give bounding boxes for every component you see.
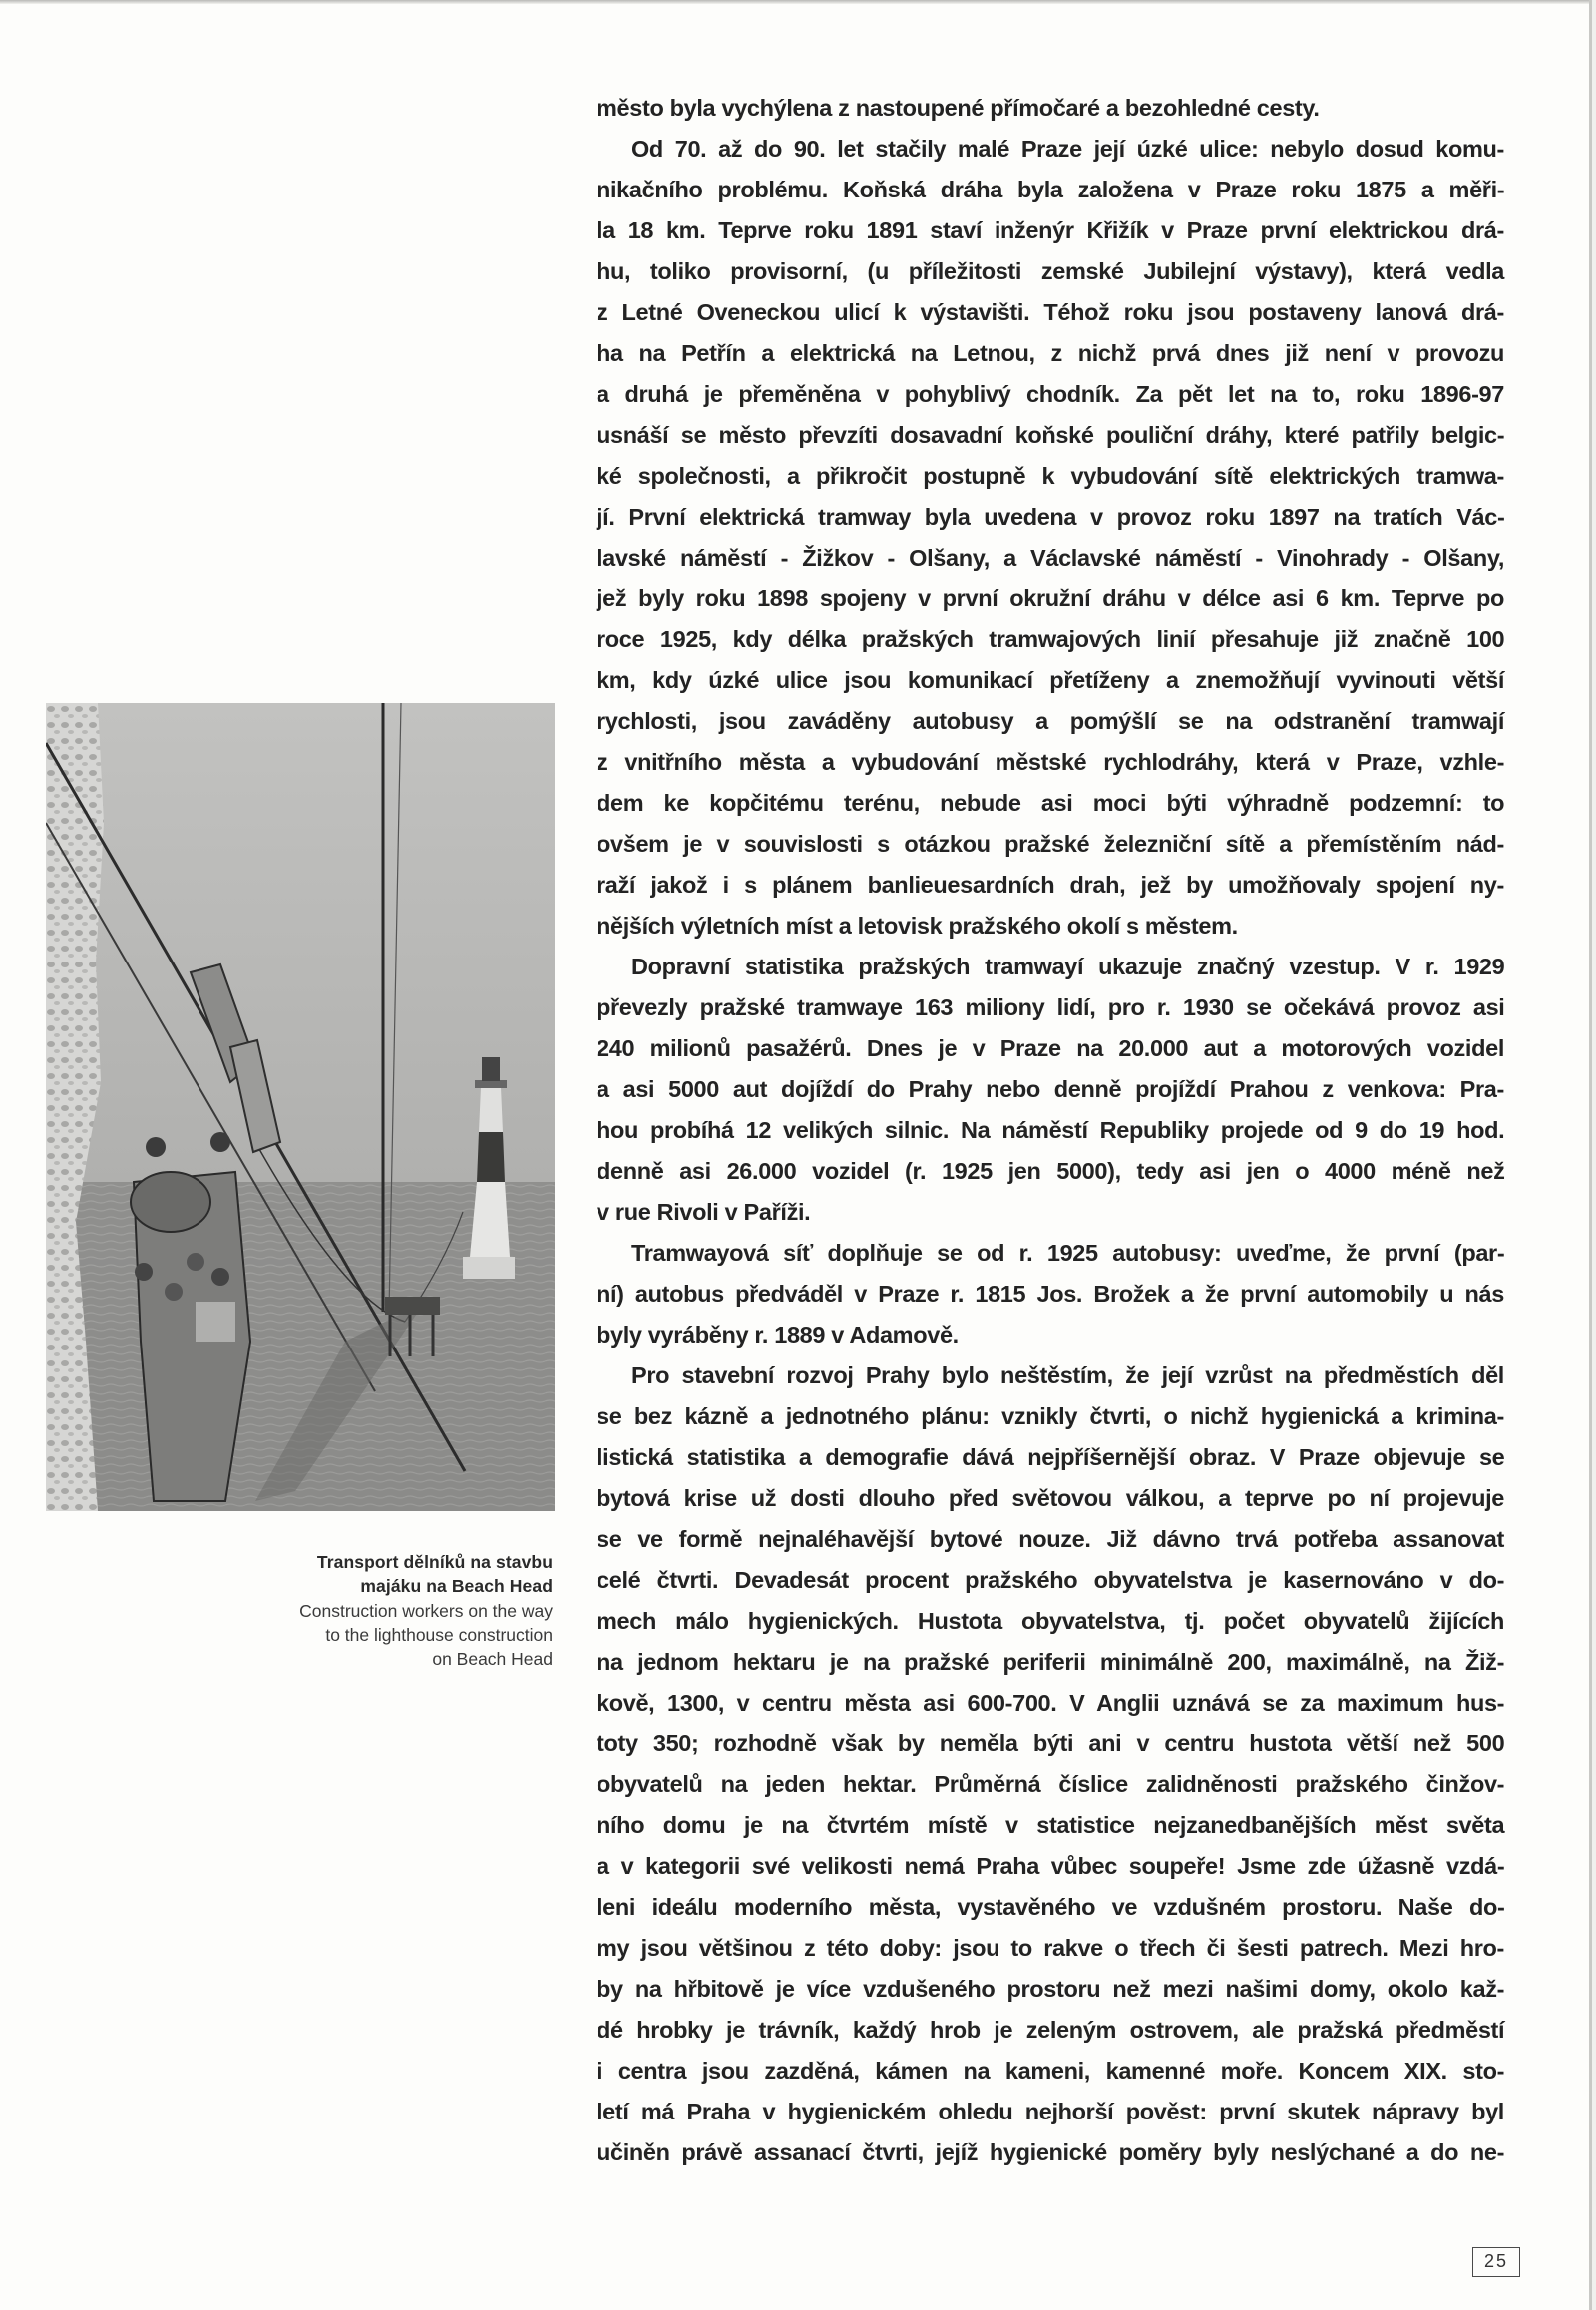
text-line: denně asi 26.000 vozidel (r. 1925 jen 5000), tedy asi jen o 4000 méně než [597,1158,1505,1184]
text-line: nikačního problému. Koňská dráha byla založena v Praze roku 1875 a měři- [597,177,1505,202]
text-line: obyvatelů na jeden hektar. Průměrná číslice zalidněnosti pražského činžov- [597,1771,1505,1797]
text-line: dé hrobky je trávník, každý hrob je zeleným ostrovem, ale pražská předměstí [597,2017,1505,2043]
text-line: listická statistika a demografie dává nejpříšernější obraz. V Praze objevuje se [597,1444,1505,1470]
page-number: 25 [1472,2247,1520,2277]
text-line: Dopravní statistika pražských tramwayí ukazuje značný vzestup. V r. 1929 [631,954,1505,979]
text-line: my jsou většinou z této doby: jsou to rakve o třech či šesti patrech. Mezi hro- [597,1935,1504,1961]
body-text-column [597,88,1504,2173]
text-line: se ve formě nejnaléhavější bytové nouze. Již dávno trvá potřeba assanovat [597,1526,1504,1552]
text-line: roce 1925, kdy délka pražských tramwajových linií přesahuje již značně 100 [597,626,1505,652]
photo-caption [229,1550,553,1671]
text-line: jí. První elektrická tramway byla uvedena v provoz roku 1897 na tratích Vác- [597,504,1505,530]
text-line: bytová krise už dosti dlouho před světovou válkou, a teprve po ní projevuje [597,1485,1505,1511]
text-line: hu, toliko provisorní, (u příležitosti zemské Jubilejní výstavy), která vedla [597,258,1504,284]
text-line: letí má Praha v hygienickém ohledu nejhorší pověst: první skutek nápravy byl [597,2099,1504,2124]
text-line: a v kategorii své velikosti nemá Praha vůbec soupeře! Jsme zde úžasně vzdá- [597,1853,1505,1879]
text-line: hou probíhá 12 velikých silnic. Na náměstí Republiky projede od 9 do 19 hod. [597,1117,1505,1143]
text-line: se bez kázně a jednotného plánu: vznikly čtvrti, o nichž hygienická a krimina- [597,1403,1504,1429]
photo-illustration-icon [46,703,555,1511]
text-line: a druhá je přeměněna v pohyblivý chodník. Za pět let na to, roku 1896-97 [597,381,1504,407]
text-line: ha na Petřín a elektrická na Letnou, z nichž prvá dnes již není v provozu [597,340,1504,366]
text-line: la 18 km. Teprve roku 1891 staví inženýr Křižík v Praze první elektrickou drá- [597,217,1504,243]
text-line: usnáší se město převzíti dosavadní koňské pouliční dráhy, které patřily belgic- [597,422,1505,448]
text-line: byly vyráběny r. 1889 v Adamově. [597,1322,959,1348]
text-line: toty 350; rozhodně však by neměla býti ani v centru hustota větší než 500 [597,1731,1505,1756]
caption-english-line: Construction workers on the way [299,1600,553,1621]
text-line: i centra jsou zazděná, kámen na kameni, kamenné moře. Koncem XIX. sto- [597,2058,1505,2084]
text-line: by na hřbitově je více vzdušeného prostoru než mezi našimi domy, okolo kaž- [597,1976,1505,2002]
text-line: lavské náměstí - Žižkov - Olšany, a Václavské náměstí - Vinohrady - Olšany, [597,545,1504,571]
caption-english-line: on Beach Head [432,1649,553,1670]
text-line: Od 70. až do 90. let stačily malé Praze její úzké ulice: nebylo dosud komu- [631,136,1504,162]
text-line: učiněn právě assanací čtvrti, jejíž hygienické poměry byly neslýchané a do ne- [597,2139,1505,2165]
text-line: ního domu je na čtvrtém místě v statistice nejzanedbanějších měst světa [597,1812,1505,1838]
text-line: jež byly roku 1898 spojeny v první okružní dráhu v délce asi 6 km. Teprve po [597,585,1504,611]
text-line: v rue Rivoli v Paříži. [597,1199,811,1225]
text-line: rychlosti, jsou zaváděny autobusy a pomýšlí se na odstranění tramwají [597,708,1504,734]
text-line: Pro stavební rozvoj Prahy bylo neštěstím, že její vzrůst na předměstích děl [631,1362,1504,1388]
text-line: ní) autobus předváděl v Praze r. 1815 Jos. Brožek a že první automobily u nás [597,1281,1504,1307]
scan-margin-right [1592,0,1596,2310]
text-line: nějších výletních míst a letovisk pražského okolí s městem. [597,913,1238,939]
text-line: z vnitřního města a vybudování městské rychlodráhy, která v Praze, vzhle- [597,749,1505,775]
text-line: převezly pražské tramwaye 163 miliony lidí, pro r. 1930 se očekává provoz asi [597,994,1505,1020]
text-line: ké společnosti, a přikročit postupně k vybudování sítě elektrických tramwa- [597,463,1504,489]
text-line: raží jakož i s plánem banlieuesardních drah, jež by umožňovaly spojení ny- [597,872,1504,898]
caption-czech-line: Transport dělníků na stavbu [316,1552,553,1572]
scan-page-edge-top [0,0,1596,4]
text-line: ovšem je v souvislosti s otázkou pražské železniční sítě a přemístěním nád- [597,831,1504,857]
text-line: kově, 1300, v centru města asi 600-700. V Anglii uznává se za maximum hus- [597,1690,1505,1716]
text-line: leni ideálu moderního města, vystavěného ve vzdušném prostoru. Naše do- [597,1894,1505,1920]
text-line: 240 milionů pasažérů. Dnes je v Praze na 20.000 aut a motorových vozidel [597,1035,1504,1061]
text-line: mech málo hygienických. Hustota obyvatelstva, tj. počet obyvatelů žijících [597,1608,1504,1634]
text-line: město byla vychýlena z nastoupené přímočaré a bezohledné cesty. [597,95,1320,121]
caption-czech-line: majáku na Beach Head [360,1576,553,1597]
text-line: z Letné Oveneckou ulicí k výstavišti. Téhož roku jsou postaveny lanová drá- [597,299,1504,325]
text-line: Tramwayová síť doplňuje se od r. 1925 autobusy: uveďme, že první (par- [631,1240,1505,1266]
text-line: na jednom hektaru je na pražské periferii minimálně 200, maximálně, na Žiž- [597,1649,1505,1675]
caption-english-line: to the lighthouse construction [325,1624,553,1645]
text-line: dem ke kopčitému terénu, nebude asi moci býti výhradně podzemní: to [597,790,1505,816]
photo-cable-car-lighthouse [46,703,555,1511]
text-line: celé čtvrti. Devadesát procent pražského obyvatelstva je kasernováno v do- [597,1567,1505,1593]
text-line: a asi 5000 aut dojíždí do Prahy nebo denně projíždí Prahou z venkova: Pra- [597,1076,1504,1102]
text-line: km, kdy úzké ulice jsou komunikací přetíženy a znemožňují vyvinouti větší [597,667,1505,693]
